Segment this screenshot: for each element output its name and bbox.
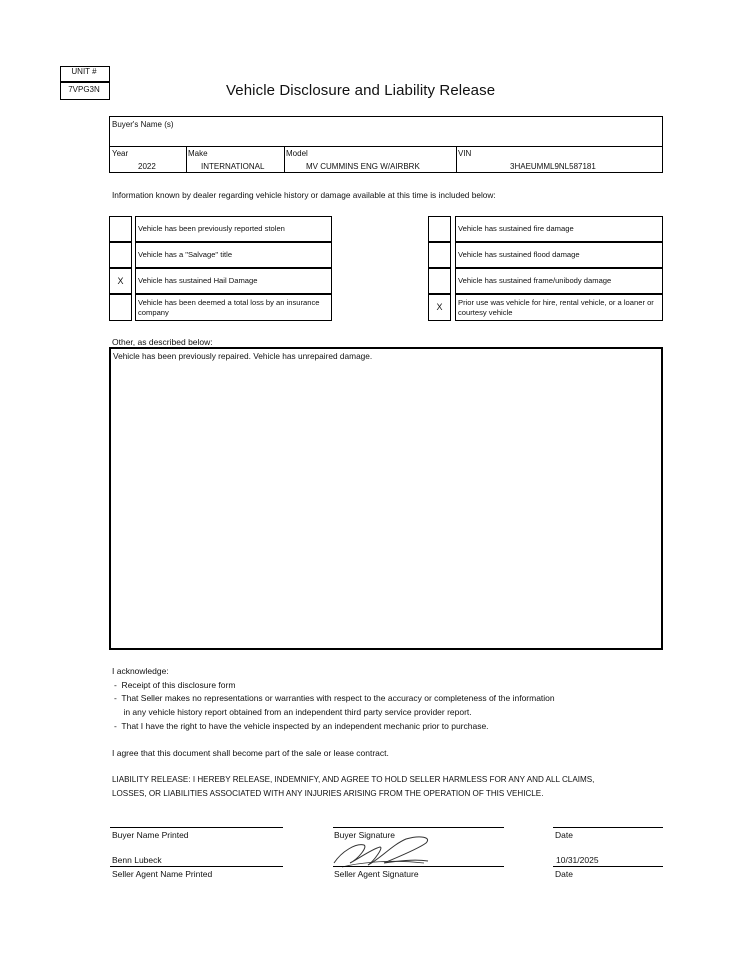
agree-text: I agree that this document shall become part of the sale or lease contract. bbox=[112, 748, 389, 758]
seller-name-value: Benn Lubeck bbox=[112, 855, 162, 865]
seller-signature-label: Seller Agent Signature bbox=[334, 869, 419, 879]
seller-name-line[interactable] bbox=[110, 866, 283, 867]
acknowledge-item: in any vehicle history report obtained from an independent third party service provider report. bbox=[114, 707, 472, 717]
buyer-signature-label: Buyer Signature bbox=[334, 830, 395, 840]
vin-value: 3HAEUMML9NL587181 bbox=[510, 162, 596, 171]
buyer-name-line[interactable] bbox=[110, 827, 283, 828]
unit-value: 7VPG3N bbox=[68, 85, 100, 94]
label-total-loss: Vehicle has been deemed a total loss by an insurance company bbox=[135, 294, 332, 321]
checkbox-total-loss[interactable] bbox=[109, 294, 132, 321]
seller-date-label: Date bbox=[555, 869, 573, 879]
liability-line-1: LIABILITY RELEASE: I HEREBY RELEASE, INDEMNIFY, AND AGREE TO HOLD SELLER HARMLESS FOR ANY AND ALL CLAIMS, bbox=[112, 775, 595, 784]
vin-label: VIN bbox=[458, 149, 472, 158]
buyer-signature-line[interactable] bbox=[333, 827, 504, 828]
liability-line-2: LOSSES, OR LIABILITIES ASSOCIATED WITH ANY INJURIES ARISING FROM THE OPERATION OF THIS VEHICLE. bbox=[112, 789, 544, 798]
info-text: Information known by dealer regarding vehicle history or damage available at this time is included below: bbox=[112, 190, 496, 200]
make-value: INTERNATIONAL bbox=[201, 162, 265, 171]
buyer-date-label: Date bbox=[555, 830, 573, 840]
page-title: Vehicle Disclosure and Liability Release bbox=[226, 82, 496, 99]
year-label: Year bbox=[112, 149, 129, 158]
model-value: MV CUMMINS ENG W/AIRBRK bbox=[306, 162, 420, 171]
other-textarea[interactable] bbox=[109, 347, 663, 650]
checkbox-salvage[interactable] bbox=[109, 242, 132, 268]
acknowledge-item: - Receipt of this disclosure form bbox=[114, 680, 236, 690]
acknowledge-item: - That I have the right to have the vehicle inspected by an independent mechanic prior to purchase. bbox=[114, 721, 489, 731]
seller-signature-scribble bbox=[328, 833, 438, 873]
unit-label: UNIT # bbox=[71, 67, 97, 76]
acknowledge-heading: I acknowledge: bbox=[112, 666, 169, 676]
checkbox-flood[interactable] bbox=[428, 242, 451, 268]
label-frame: Vehicle has sustained frame/unibody damage bbox=[455, 268, 663, 294]
make-label: Make bbox=[188, 149, 208, 158]
label-salvage: Vehicle has a "Salvage" title bbox=[135, 242, 332, 268]
buyer-date-line[interactable] bbox=[553, 827, 663, 828]
label-fire: Vehicle has sustained fire damage bbox=[455, 216, 663, 242]
checkbox-hail[interactable]: X bbox=[109, 268, 132, 294]
buyer-name-label: Buyer's Name (s) bbox=[112, 120, 174, 129]
checkbox-prior-use[interactable]: X bbox=[428, 294, 451, 321]
label-prior-use: Prior use was vehicle for hire, rental vehicle, or a loaner or courtesy vehicle bbox=[455, 294, 663, 321]
label-hail: Vehicle has sustained Hail Damage bbox=[135, 268, 332, 294]
buyer-vehicle-table bbox=[109, 116, 663, 173]
seller-name-label: Seller Agent Name Printed bbox=[112, 869, 213, 879]
checkbox-stolen[interactable] bbox=[109, 216, 132, 242]
checkbox-fire[interactable] bbox=[428, 216, 451, 242]
acknowledge-item: - That Seller makes no representations or warranties with respect to the accuracy or completeness of the information bbox=[114, 693, 555, 703]
label-stolen: Vehicle has been previously reported stolen bbox=[135, 216, 332, 242]
year-value: 2022 bbox=[138, 162, 156, 171]
other-label: Other, as described below: bbox=[112, 337, 213, 347]
buyer-name-label: Buyer Name Printed bbox=[112, 830, 189, 840]
seller-signature-line[interactable] bbox=[333, 866, 504, 867]
checkbox-frame[interactable] bbox=[428, 268, 451, 294]
model-label: Model bbox=[286, 149, 308, 158]
seller-date-value: 10/31/2025 bbox=[556, 855, 599, 865]
label-flood: Vehicle has sustained flood damage bbox=[455, 242, 663, 268]
seller-date-line[interactable] bbox=[553, 866, 663, 867]
other-text: Vehicle has been previously repaired. Vehicle has unrepaired damage. bbox=[113, 351, 373, 361]
